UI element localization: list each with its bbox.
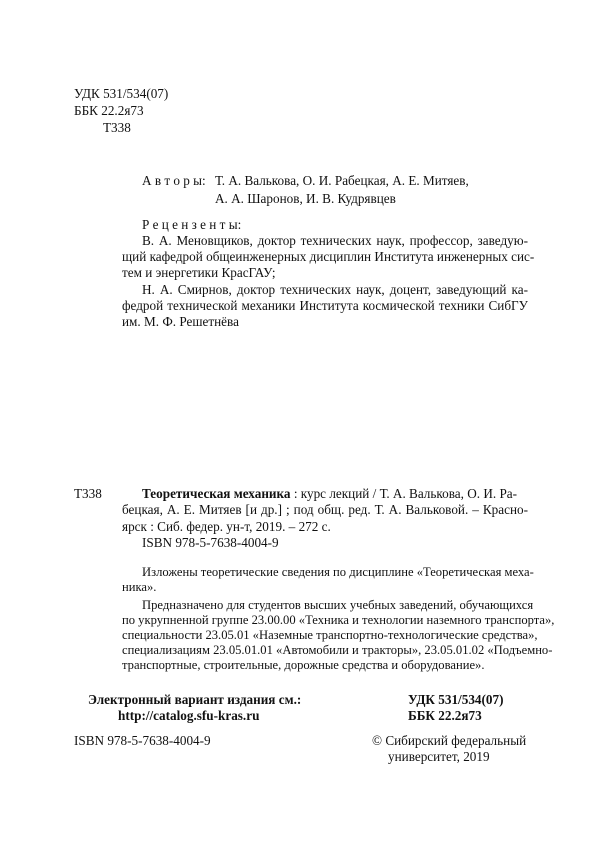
- reviewer-2-line-3: им. М. Ф. Решетнёва: [122, 314, 239, 329]
- footer-bbk-code: ББК 22.2я73: [408, 708, 482, 723]
- abstract-p2-line-1: Предназначено для студентов высших учебных заведений, обучающихся: [142, 598, 534, 612]
- catalog-url[interactable]: http://catalog.sfu-kras.ru: [118, 708, 260, 723]
- copyright-line-2: университет, 2019: [388, 749, 490, 764]
- bib-line-2: бецкая, А. Е. Митяев [и др.] ; под общ. ред. Т. А. Вальковой. – Красно-: [122, 502, 528, 517]
- bib-line-1-rest: : курс лекций / Т. А. Валькова, О. И. Ра-: [293, 486, 518, 501]
- reviewer-1-line-1: В. А. Меновщиков, доктор технических наук, профессор, заведую-: [142, 233, 528, 248]
- electronic-version-label: Электронный вариант издания см.:: [88, 692, 302, 707]
- abstract-p1-line-1: Изложены теоретические сведения по дисциплине «Теоретическая меха-: [142, 565, 534, 579]
- udk-code: УДК 531/534(07): [74, 86, 169, 101]
- footer-isbn: ISBN 978-5-7638-4004-9: [74, 733, 211, 748]
- abstract-p2-line-5: транспортные, строительные, дорожные средства и оборудование».: [122, 658, 485, 672]
- bib-line-3: ярск : Сиб. федер. ун-т, 2019. – 272 с.: [122, 519, 331, 534]
- bib-line-1: [142, 486, 517, 501]
- abstract-p2-line-2: по укрупненной группе 23.00.00 «Техника и технологии наземного транспорта»,: [122, 613, 555, 627]
- bib-isbn: ISBN 978-5-7638-4004-9: [142, 535, 279, 550]
- reviewer-1-line-2: щий кафедрой общеинженерных дисциплин Института инженерных сис-: [122, 249, 535, 264]
- reviewer-2-line-1: Н. А. Смирнов, доктор технических наук, доцент, заведующий ка-: [142, 282, 528, 297]
- abstract-p2-line-4: специализациям 23.05.01.01 «Автомобили и тракторы», 23.05.01.02 «Подъемно-: [122, 643, 553, 657]
- abstract-p1-line-2: ника».: [122, 580, 157, 594]
- reviewer-1-line-3: тем и энергетики КрасГАУ;: [122, 265, 276, 280]
- reviewer-2-line-2: федрой технической механики Института космической техники СибГУ: [122, 298, 528, 313]
- reviewers-label: Р е ц е н з е н т ы:: [142, 217, 242, 232]
- authors-line-1: Т. А. Валькова, О. И. Рабецкая, А. Е. Митяев,: [215, 173, 469, 188]
- bbk-code: ББК 22.2я73: [74, 103, 144, 118]
- authors-label: А в т о р ы:: [142, 173, 206, 188]
- author-mark-code: Т338: [103, 120, 131, 135]
- footer-udk-code: УДК 531/534(07): [408, 692, 504, 707]
- bib-author-mark: Т338: [74, 486, 102, 501]
- book-title: Теоретическая механика: [142, 486, 291, 501]
- authors-line-2: А. А. Шаронов, И. В. Кудрявцев: [215, 191, 396, 206]
- copyright-line-1: © Сибирский федеральный: [372, 733, 527, 748]
- abstract-p2-line-3: специальности 23.05.01 «Наземные транспортно-технологические средства»,: [122, 628, 538, 642]
